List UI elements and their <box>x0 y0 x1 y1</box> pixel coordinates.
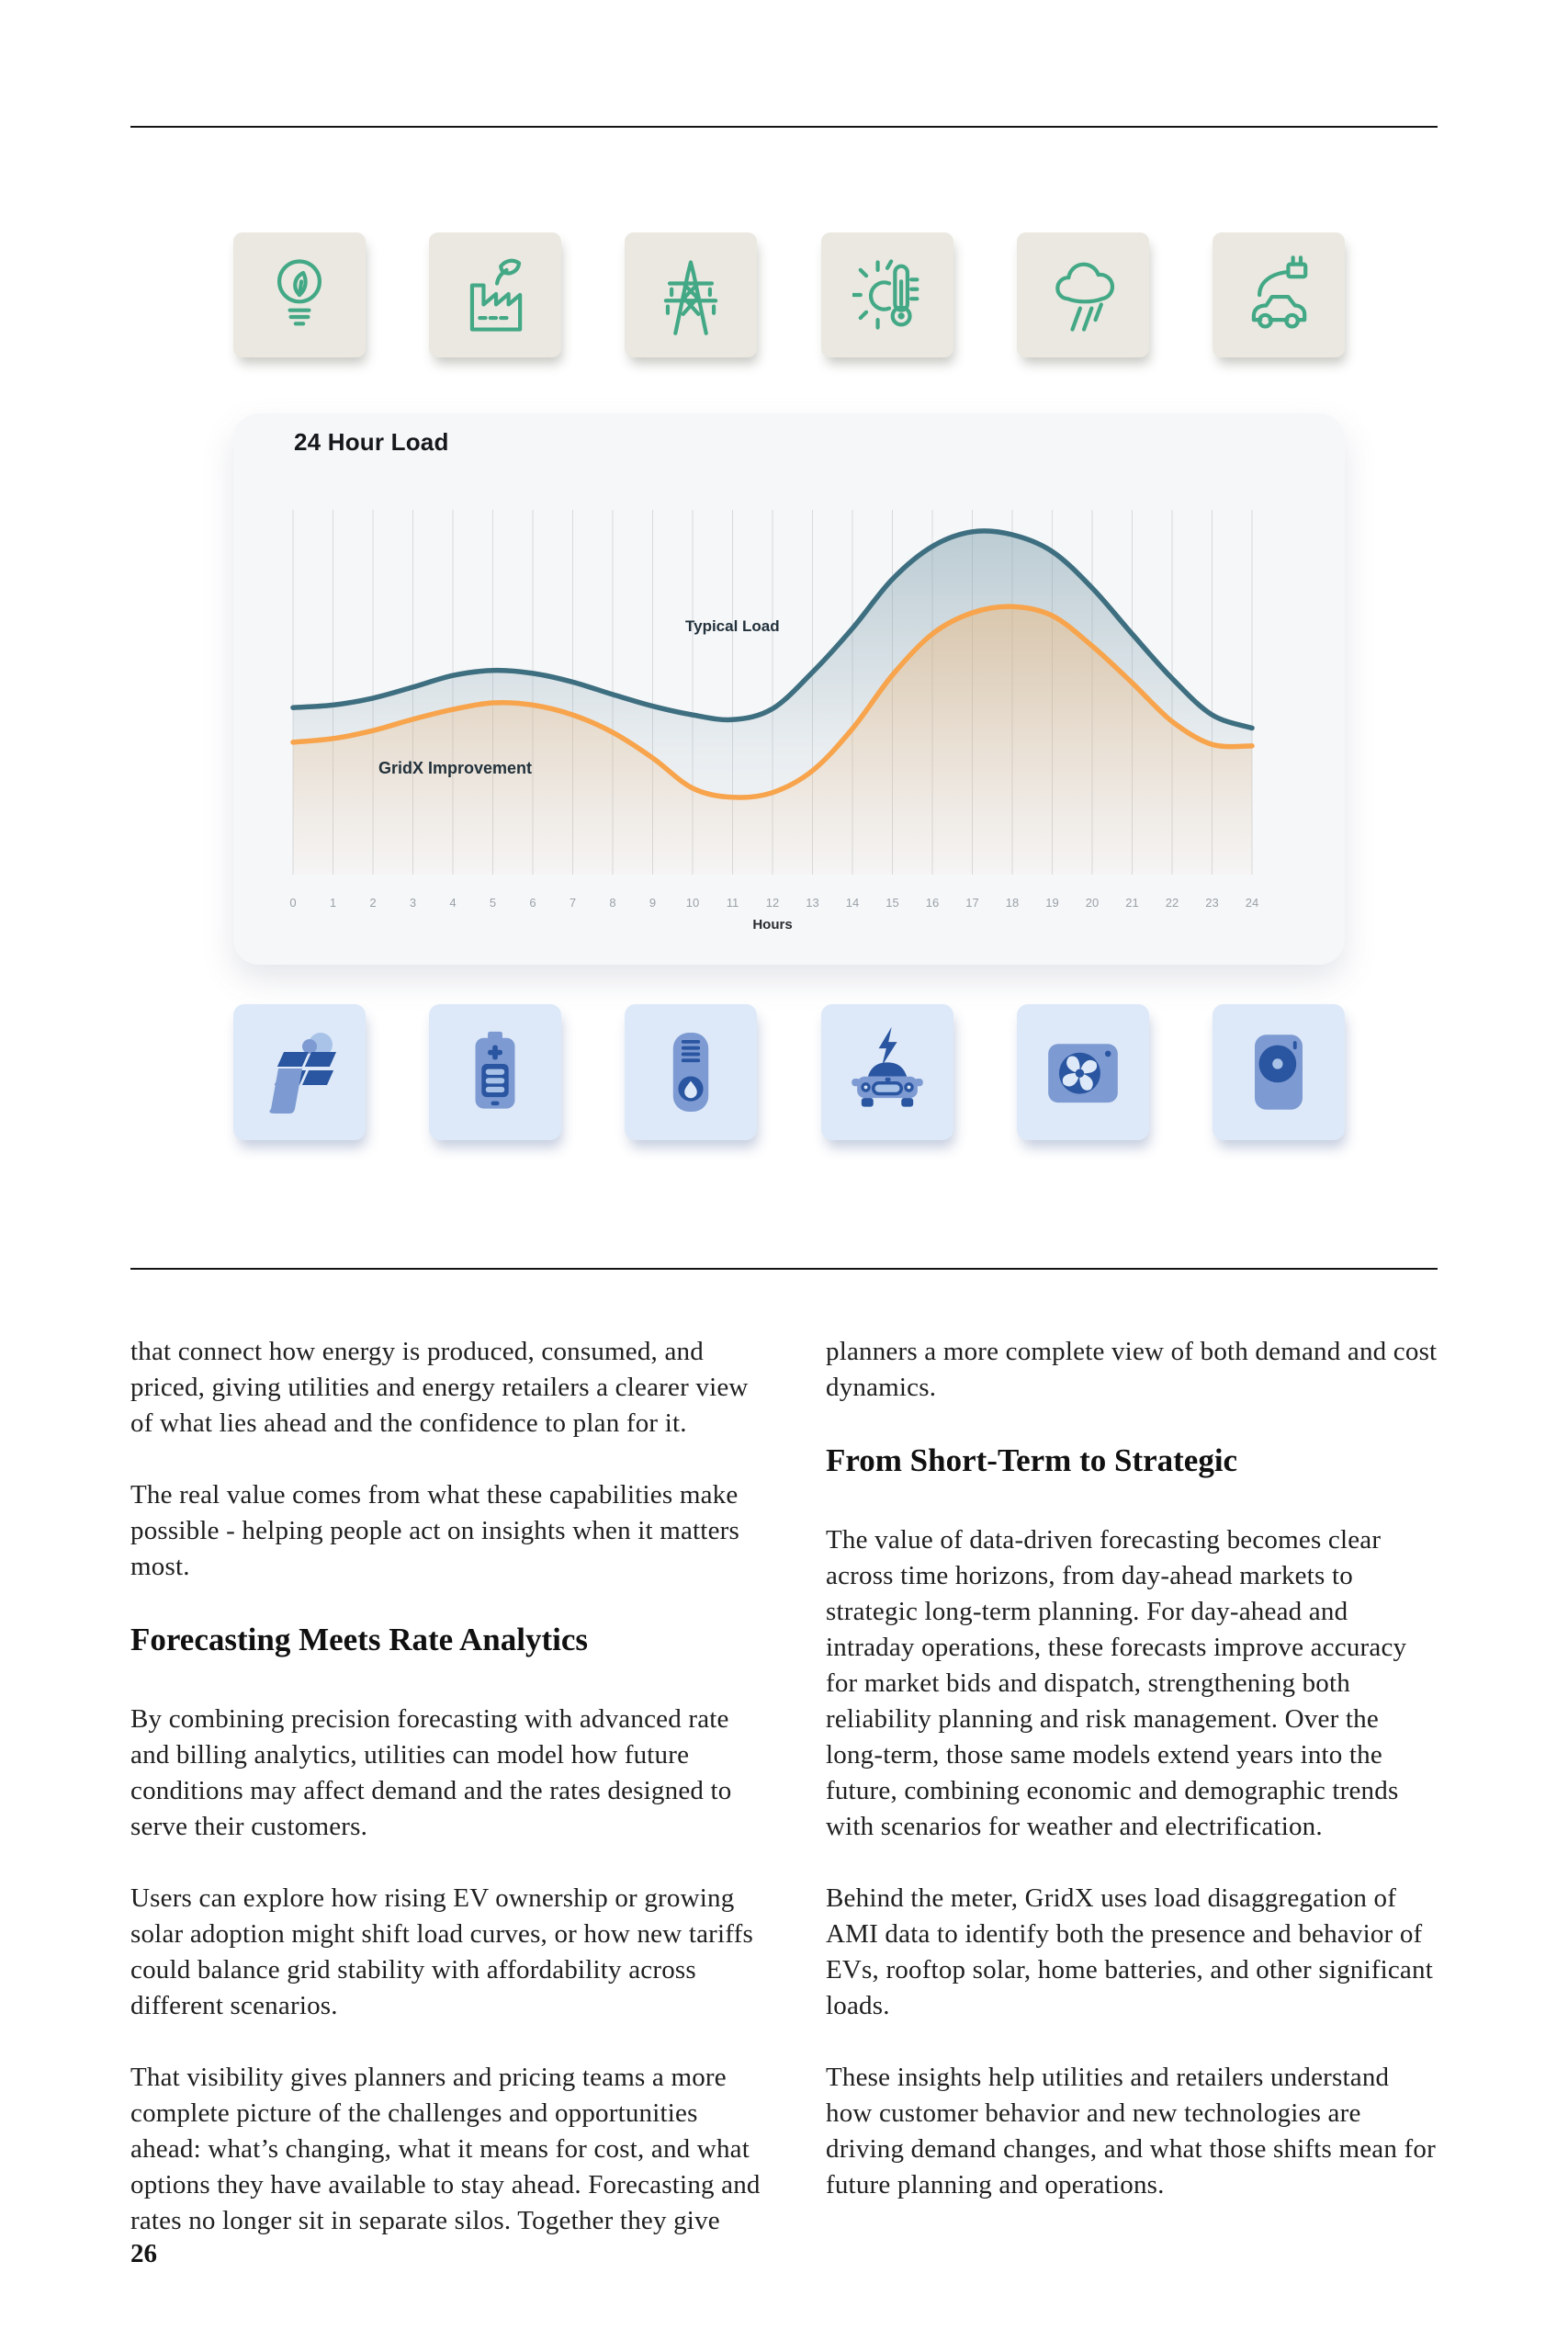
icon-card <box>821 1004 953 1140</box>
svg-text:3: 3 <box>409 896 417 910</box>
svg-text:10: 10 <box>685 896 700 910</box>
paragraph: Behind the meter, GridX uses load disaggregation of AMI data to identify both the presence and behavior of EVs, rooftop solar, home batteries, and other significant loads. <box>826 1883 1433 2020</box>
load-chart-plot <box>233 413 1345 965</box>
section-heading-forecasting-meets-rate-analytics: Forecasting Meets Rate Analytics <box>130 1622 588 1657</box>
icon-card <box>429 1004 561 1140</box>
svg-text:12: 12 <box>765 896 780 910</box>
svg-text:1: 1 <box>329 896 337 910</box>
paragraph: The real value comes from what these capabilities make possible - helping people act on insights when it matters most. <box>130 1480 739 1581</box>
svg-text:2: 2 <box>369 896 377 910</box>
right-column <box>826 1334 1438 2275</box>
page-number: 26 <box>130 2239 157 2268</box>
icon-card <box>233 232 366 357</box>
ev-car-icon <box>843 1023 931 1122</box>
svg-text:9: 9 <box>649 896 657 910</box>
svg-text:6: 6 <box>529 896 536 910</box>
svg-text:18: 18 <box>1005 896 1020 910</box>
svg-text:4: 4 <box>449 896 457 910</box>
transmission-tower-icon <box>656 251 726 339</box>
top-rule <box>130 126 1438 128</box>
solar-panel-icon <box>249 1021 350 1124</box>
chart-title: 24 Hour Load <box>294 428 449 456</box>
svg-text:22: 22 <box>1165 896 1179 910</box>
home-battery-icon <box>456 1024 535 1120</box>
svg-text:24: 24 <box>1245 896 1259 910</box>
svg-text:21: 21 <box>1125 896 1139 910</box>
eco-lightbulb-icon <box>265 251 334 339</box>
x-axis-title: Hours <box>752 917 793 933</box>
paragraph: Users can explore how rising EV ownership or growing solar adoption might shift load curves, or how new tariffs could balance grid stability with affordability across different scenarios. <box>130 1883 753 2020</box>
paragraph: These insights help utilities and retailers understand how customer behavior and new technologies are driving demand changes, and what those shifts mean for future planning and operations. <box>826 2063 1436 2199</box>
gridx-improvement-label: GridX Improvement <box>378 759 533 777</box>
icon-card <box>1213 1004 1345 1140</box>
load-types-icon-row <box>233 1004 1345 1140</box>
green-factory-icon <box>460 251 530 339</box>
energy-sources-icon-row <box>233 232 1345 357</box>
svg-text:15: 15 <box>886 896 899 910</box>
heat-pump-icon <box>1239 1024 1318 1120</box>
svg-text:0: 0 <box>289 896 297 910</box>
icon-card <box>233 1004 366 1140</box>
paragraph: The value of data-driven forecasting becomes clear across time horizons, from day-ahead markets to strategic long-term planning. For day-ahead and intraday operations, these forecasts improve accuracy for market bids and dispatch, strengthening both reliability planning and risk management. Over the long-term, those same models extend years into the future, combining economic and demographic trends with scenarios for weather and electrification. <box>826 1525 1407 1841</box>
article-body <box>130 1334 1438 2275</box>
icon-card <box>1017 232 1149 357</box>
paragraph: That visibility gives planners and pricing teams a more complete picture of the challenges and opportunities ahead: what’s changing, what it means for cost, and what options they have available to stay ahead. Forecasting and rates no longer sit in separate silos. Together they give <box>130 2063 761 2235</box>
icon-card <box>625 1004 757 1140</box>
svg-text:19: 19 <box>1045 896 1059 910</box>
icon-card <box>429 232 561 357</box>
svg-text:23: 23 <box>1205 896 1219 910</box>
ev-charging-car-icon <box>1244 251 1314 339</box>
water-heater-icon <box>651 1024 730 1120</box>
section-heading-from-short-term-to-strategic: From Short-Term to Strategic <box>826 1442 1238 1478</box>
sun-thermometer-icon <box>852 251 922 339</box>
svg-text:17: 17 <box>965 896 979 910</box>
svg-text:7: 7 <box>569 896 577 910</box>
load-chart-card <box>233 413 1345 965</box>
hvac-fan-icon <box>1039 1024 1127 1120</box>
icon-card <box>1017 1004 1149 1140</box>
left-column <box>130 1334 773 2275</box>
section-divider-rule <box>130 1268 1438 1270</box>
icon-card <box>1213 232 1345 357</box>
svg-text:20: 20 <box>1085 896 1100 910</box>
rain-cloud-icon <box>1048 251 1118 339</box>
svg-text:11: 11 <box>726 896 739 910</box>
paragraph: planners a more complete view of both demand and cost dynamics. <box>826 1337 1438 1402</box>
svg-text:8: 8 <box>609 896 616 910</box>
svg-text:13: 13 <box>806 896 819 910</box>
typical-load-label: Typical Load <box>685 617 780 635</box>
icon-card <box>625 232 757 357</box>
svg-text:16: 16 <box>925 896 940 910</box>
svg-text:5: 5 <box>489 896 497 910</box>
paragraph: By combining precision forecasting with advanced rate and billing analytics, utilities can model how future conditions may affect demand and the rates designed to serve their customers. <box>130 1704 732 1841</box>
paragraph: that connect how energy is produced, consumed, and priced, giving utilities and energy retailers a clearer view of what lies ahead and the confidence to plan for it. <box>130 1337 749 1438</box>
icon-card <box>821 232 953 357</box>
svg-text:14: 14 <box>845 896 860 910</box>
